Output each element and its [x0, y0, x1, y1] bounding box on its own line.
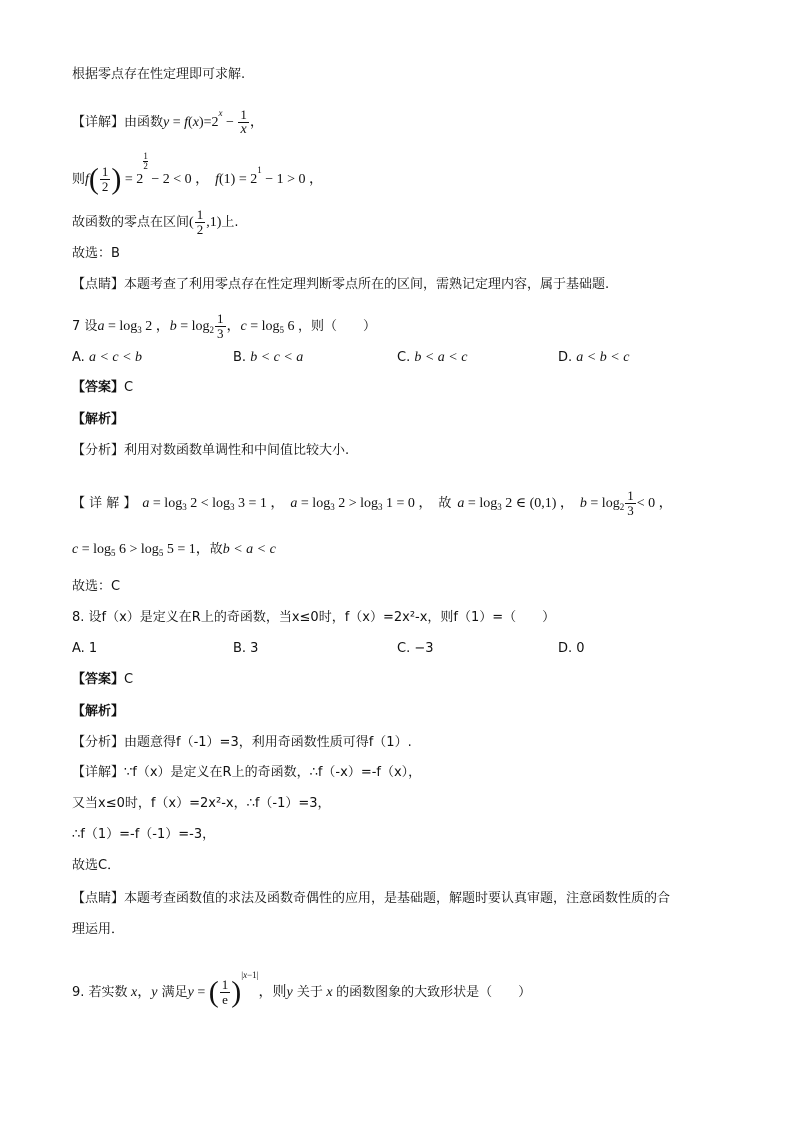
ze-line: 则f( $\frac{1}{2}$ ) = 2 $\frac{1}{2}$ − 2 < 0 ， $f(1) = 2^1 - 1 > 0$ ，: [72, 151, 324, 196]
q8-line2: 又当x≤0时，f（x）=2x²-x，∴f（-1）=3，: [72, 796, 331, 811]
conclusion-end: 上.: [221, 215, 239, 230]
q8-option-b: B. 3: [233, 641, 259, 656]
ze-text: 则: [72, 172, 86, 187]
q7-answer: 【答案】C: [72, 380, 134, 395]
fraction-1-over-x: $\frac{1}{x}$: [240, 107, 247, 137]
q8-option-a: A. 1: [72, 641, 98, 656]
q7-option-a: A. a < c < b: [72, 350, 143, 365]
q8-xiangjie: 【详解】∵f（x）是定义在R上的奇函数，∴f（-x）=-f（x），: [72, 765, 422, 780]
q8-stem: 8. 设f（x）是定义在R上的奇函数，当x≤0时，f（x）=2x²-x，则f（1）=（ ）: [72, 610, 556, 625]
q9-stem: 9. 若实数 x，y 满足y = ( $\frac{1}{e}$ )$^{|x-1|}$，则y 关于 x 的函数图象的大致形状是（ ）: [72, 970, 532, 1009]
q7-option-b: B. b < c < a: [233, 350, 304, 365]
q7-select: 故选：C: [72, 579, 121, 594]
q7-c-line: $c = \log_5 6 > \log_5 5 = 1$，故b < a < c: [72, 542, 276, 558]
q8-select: 故选C．: [72, 858, 121, 873]
q7-option-d: D. a < b < c: [558, 350, 630, 365]
detail-label: 【详解】: [72, 115, 125, 130]
q8-option-d: D. 0: [558, 641, 585, 656]
q8-option-c: C. −3: [397, 641, 434, 656]
q8-line3: ∴f（1）=-f（-1）=-3，: [72, 827, 216, 842]
answer-b-line: 故选：B: [72, 246, 120, 261]
q8-answer: 【答案】C: [72, 672, 134, 687]
detail-text: 由函数: [124, 115, 164, 130]
dianjing-label: 【点睛】: [72, 277, 125, 292]
q7-number: 7: [72, 319, 81, 334]
q7-stem-suffix: ，则（ ）: [298, 319, 377, 334]
q7-xiangjie-label: 【 详 解 】: [72, 496, 137, 511]
formula-y: y: [163, 115, 170, 130]
q7-stem: 7 设$a = \log_3 2$ ，$b = \log_2$ $\frac{1}{3}$ ，$c = \log_5 6$ ，则（ ）: [72, 311, 377, 341]
intro-line: 根据零点存在性定理即可求解.: [72, 67, 246, 82]
dianjing-text: 本题考查了利用零点存在性定理判断零点所在的区间，需熟记定理内容，属于基础题.: [124, 277, 610, 292]
q8-jiexi: 【解析】: [72, 704, 125, 719]
q7-option-c: C. b < a < c: [397, 350, 468, 365]
q7-stem-prefix: 设: [84, 319, 98, 334]
conclusion-line: 故函数的零点在区间( $\frac{1}{2}$ ,1)上.: [72, 207, 239, 237]
q8-fenxi: 【分析】由题意得f（-1）=3，利用奇函数性质可得f（1）.: [72, 735, 412, 750]
q7-fenxi: 【分析】利用对数函数单调性和中间值比较大小.: [72, 443, 350, 458]
q7-xiangjie: 【 详 解 】 $a = \log_3 2 < \log_3 3 = 1$ ， $a = \log_3 2 > \log_3 1 = 0$ ， 故 $a = \log_3 2$ ∈ (0,1) ， $b = \log_2$ $\frac{1}{3}$ < 0 ，: [72, 488, 673, 518]
q8-dianjing-cont: 理运用．: [72, 922, 125, 937]
detail-line: 【详解】由函数$y = f(x)=2^x$ − $\frac{1}{x}$ ，: [72, 107, 264, 137]
dianjing-line: [72, 276, 609, 294]
conclusion-text: 故函数的零点在区间: [72, 215, 190, 230]
q8-dianjing: 【点睛】本题考查函数值的求法及函数奇偶性的应用，是基础题，解题时要认真审题，注意函数性质的合: [72, 891, 671, 906]
q7-jiexi: 【解析】: [72, 412, 125, 427]
